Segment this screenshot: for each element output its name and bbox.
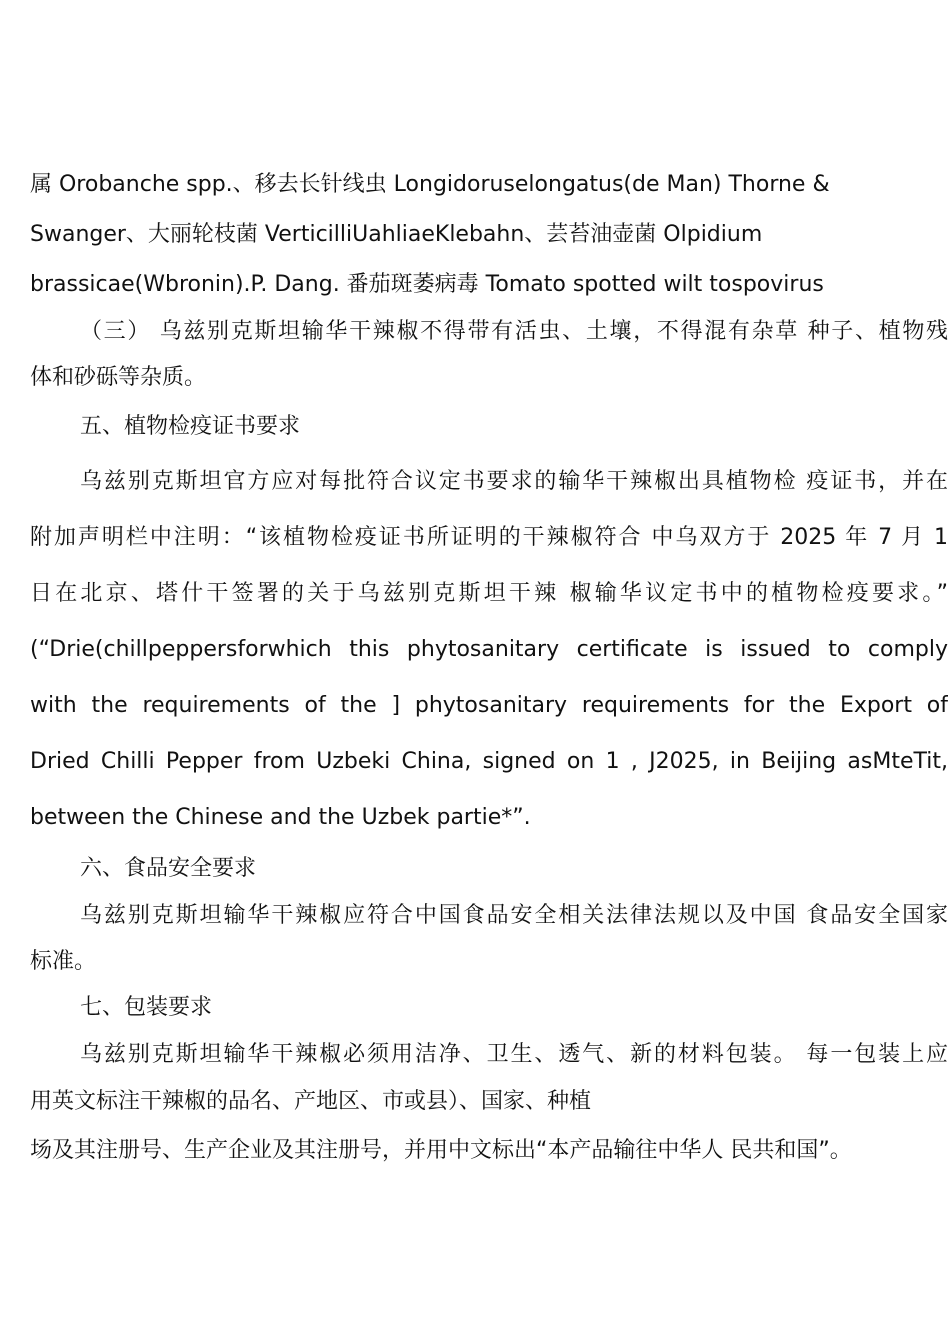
section-heading: 七、包装要求 <box>80 995 213 1020</box>
text-line: （三） 乌兹别克斯坦输华干辣椒不得带有活虫、土壤，不得混有杂草 种子、植物残 <box>80 319 948 344</box>
text-line: (“Drie(chillpeppersforwhich this phytosanitary certificate is issued to comply <box>30 637 948 662</box>
text-line: 体和砂砾等杂质。 <box>30 365 207 390</box>
text-line: 日在北京、塔什干签署的关于乌兹别克斯坦干辣 椒输华议定书中的植物检疫要求。” <box>30 581 948 606</box>
text-line: with the requirements of the ] phytosanitary requirements for the Export of <box>30 693 948 718</box>
text-line: 附加声明栏中注明：“该植物检疫证书所证明的干辣椒符合 中乌双方于 2025 年 7 月 1 <box>30 525 948 550</box>
text-line: brassicae(Wbronin).P. Dang. 番茄斑萎病毒 Tomato spotted wilt tospovirus <box>30 272 824 297</box>
text-line: Swanger、大丽轮枝菌 VerticilliUahliaeKlebahn、芸苔油壶菌 Olpidium <box>30 222 763 247</box>
section-heading: 六、食品安全要求 <box>80 856 257 881</box>
text-line: 乌兹别克斯坦官方应对每批符合议定书要求的输华干辣椒出具植物检 疫证书，并在 <box>80 469 948 494</box>
section-heading: 五、植物检疫证书要求 <box>80 414 301 439</box>
text-line: 标准。 <box>30 949 97 974</box>
text-line: 属 Orobanche spp.、移去长针线虫 Longidoruselongatus(de Man) Thorne & <box>30 172 830 197</box>
text-line: between the Chinese and the Uzbek partie*”. <box>30 805 531 830</box>
text-line: 用英文标注干辣椒的品名、产地区、市或县）、国家、种植 <box>30 1089 592 1114</box>
text-line: Dried Chilli Pepper from Uzbeki China, signed on 1 , J2025, in Beijing asMteTit, <box>30 749 948 774</box>
text-line: 乌兹别克斯坦输华干辣椒必须用洁净、卫生、透气、新的材料包装。 每一包装上应 <box>80 1042 948 1067</box>
text-line: 乌兹别克斯坦输华干辣椒应符合中国食品安全相关法律法规以及中国 食品安全国家 <box>80 903 948 928</box>
text-line: 场及其注册号、生产企业及其注册号，并用中文标出“本产品输往中华人 民共和国”。 <box>30 1138 852 1163</box>
